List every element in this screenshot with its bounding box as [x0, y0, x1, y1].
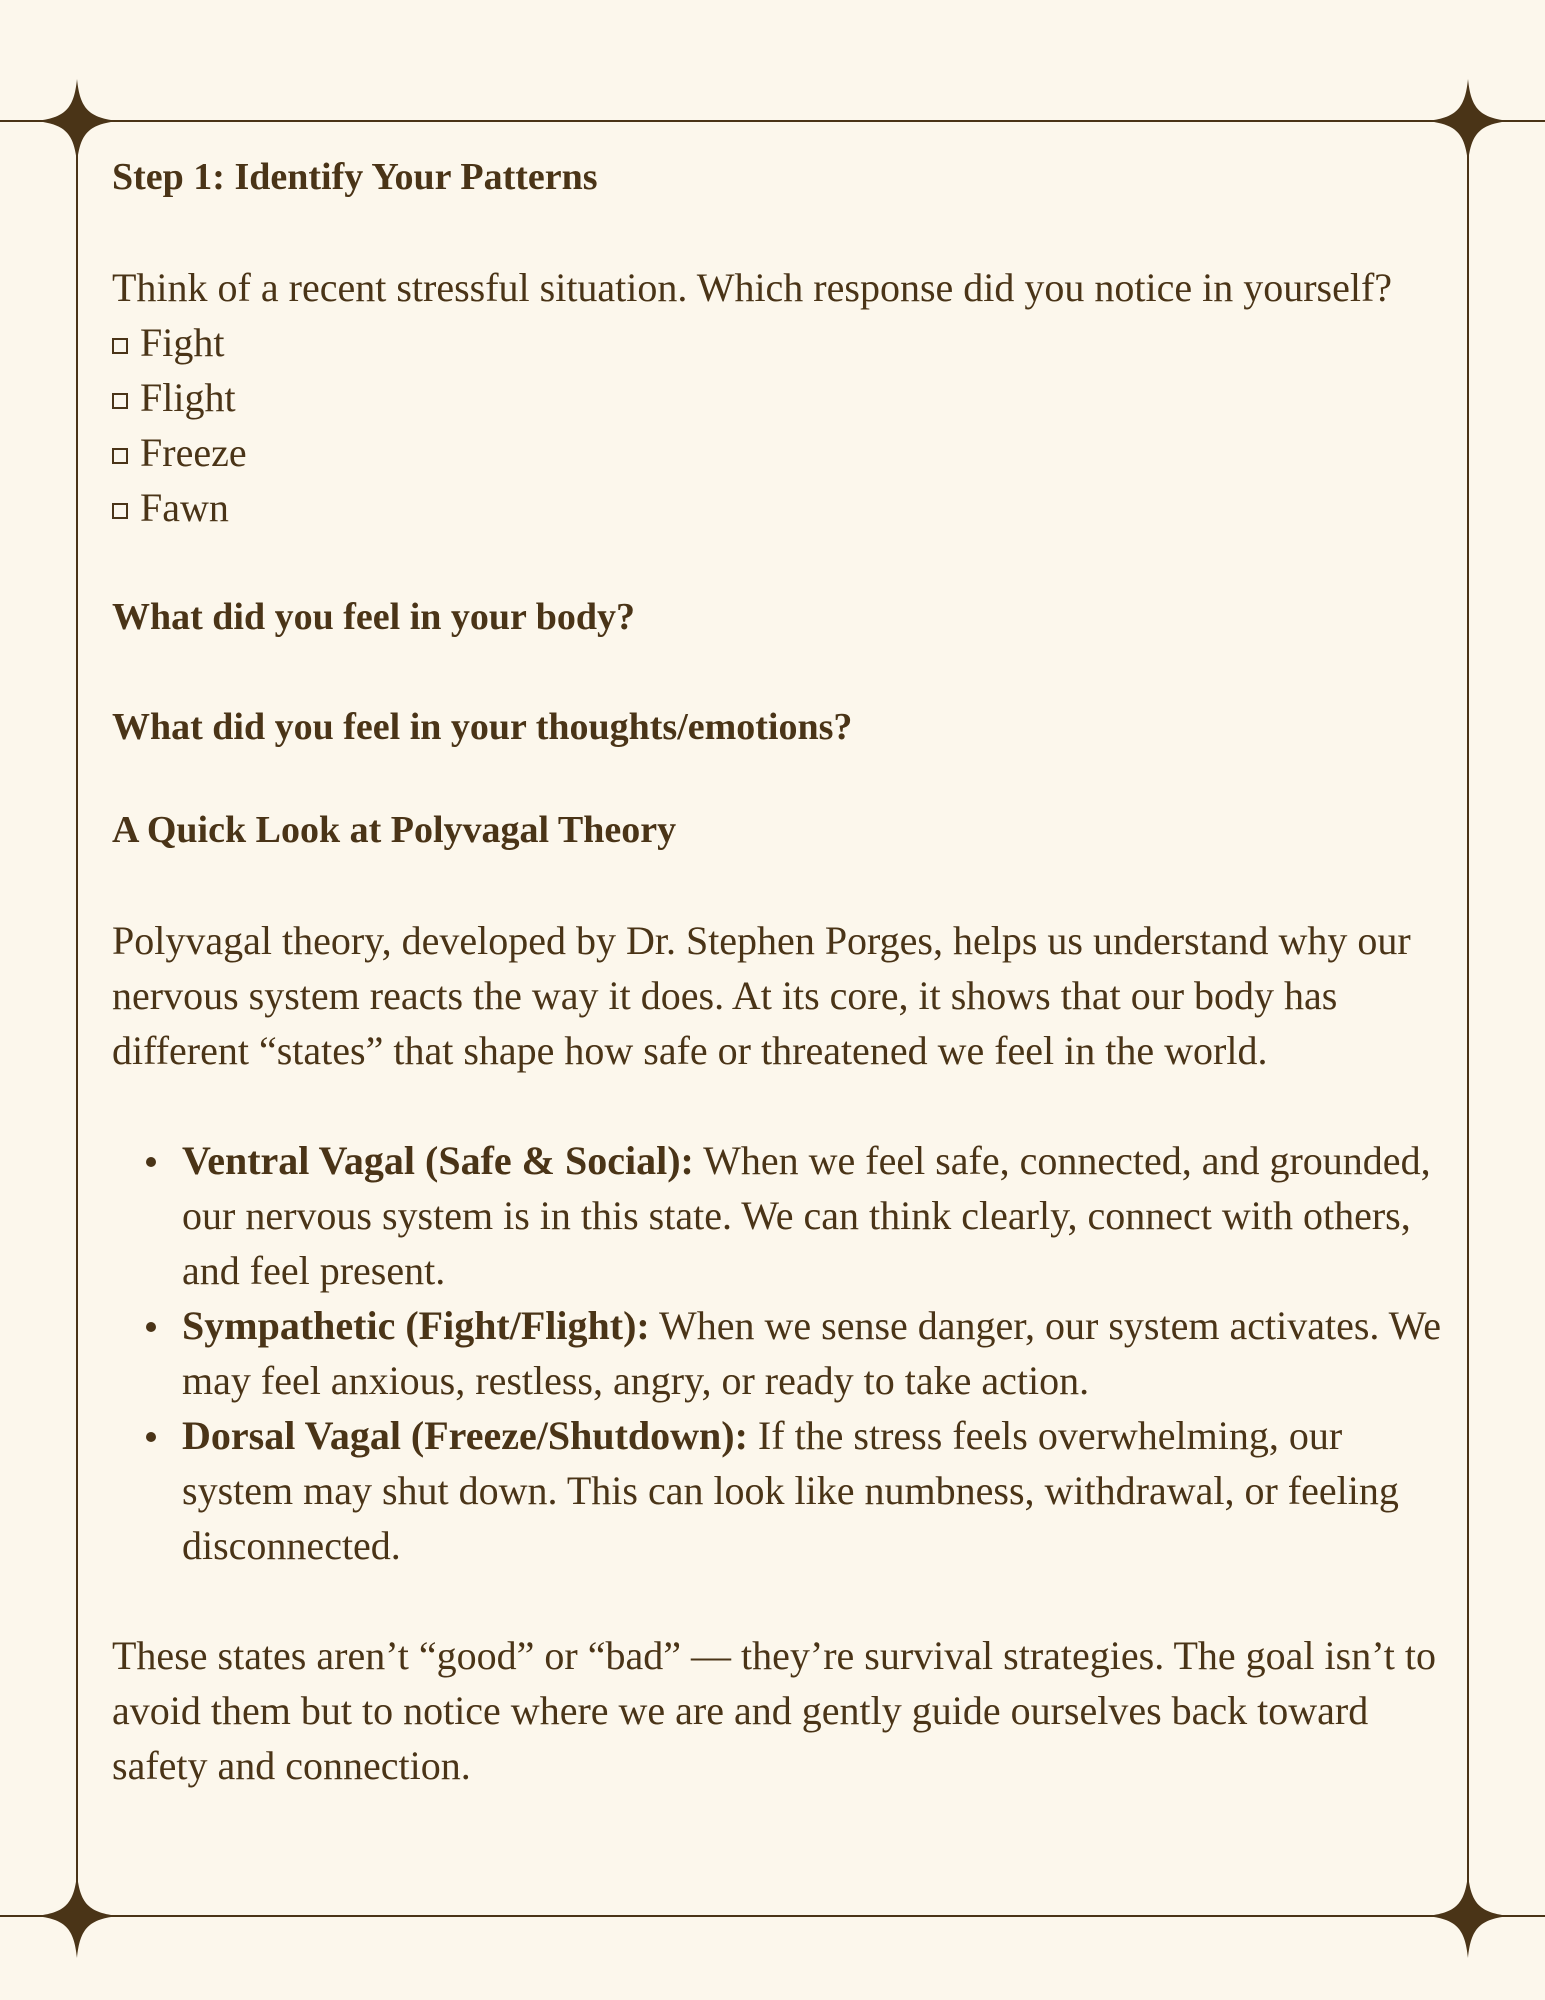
- question-body: What did you feel in your body?: [112, 596, 635, 638]
- step1-title: Step 1: Identify Your Patterns: [112, 156, 598, 198]
- state-text: When we feel safe, connected, and grounded, our nervous system is in this state. We can think clearly, connect with others, and feel present.: [182, 1138, 1431, 1293]
- checkbox-label: Fawn: [140, 485, 229, 530]
- step1-prompt: Think of a recent stressful situation. Which response did you notice in yourself?: [112, 265, 1393, 310]
- checkbox-freeze[interactable]: [112, 425, 1442, 480]
- state-term: Dorsal Vagal (Freeze/Shutdown):: [182, 1413, 748, 1458]
- worksheet-content: [112, 150, 1442, 1793]
- list-item: [182, 1298, 1442, 1408]
- checkbox-flight[interactable]: [112, 370, 1442, 425]
- checkbox-label: Fight: [140, 320, 225, 365]
- checkbox-fight[interactable]: [112, 315, 1442, 370]
- checkbox-label: Flight: [140, 375, 236, 420]
- checkbox-label: Freeze: [140, 430, 247, 475]
- checkbox-fawn[interactable]: [112, 480, 1442, 535]
- empty-checkbox-icon[interactable]: [112, 393, 128, 409]
- corner-star-icon: [35, 1874, 119, 1958]
- list-item: [182, 1133, 1442, 1298]
- closing-paragraph: These states aren’t “good” or “bad” — they’re survival strategies. The goal isn’t to avoid them but to notice where we are and gently guide ourselves back toward safety and connection.: [112, 1633, 1437, 1788]
- empty-checkbox-icon[interactable]: [112, 503, 128, 519]
- state-term: Sympathetic (Fight/Flight):: [182, 1303, 650, 1348]
- frame-bottom-line: [0, 1915, 1545, 1917]
- question-thoughts: What did you feel in your thoughts/emotions?: [112, 706, 853, 748]
- response-checklist: [112, 315, 1442, 535]
- corner-star-icon: [1426, 1874, 1510, 1958]
- state-text: If the stress feels overwhelming, our system may shut down. This can look like numbness, withdrawal, or feeling disconnected.: [182, 1413, 1399, 1568]
- empty-checkbox-icon[interactable]: [112, 448, 128, 464]
- state-term: Ventral Vagal (Safe & Social):: [182, 1138, 694, 1183]
- state-text: When we sense danger, our system activates. We may feel anxious, restless, angry, or ready to take action.: [182, 1303, 1441, 1403]
- frame-left-line: [76, 120, 78, 1917]
- list-item: [182, 1408, 1442, 1573]
- polyvagal-intro: Polyvagal theory, developed by Dr. Stephen Porges, helps us understand why our nervous system reacts the way it does. At its core, it shows that our body has different “states” that shape how safe or threatened we feel in the world.: [112, 918, 1411, 1073]
- empty-checkbox-icon[interactable]: [112, 338, 128, 354]
- frame-right-line: [1467, 120, 1469, 1917]
- corner-star-icon: [35, 79, 119, 163]
- nervous-system-states-list: [112, 1133, 1442, 1573]
- frame-top-line: [0, 120, 1545, 122]
- polyvagal-title: A Quick Look at Polyvagal Theory: [112, 809, 677, 851]
